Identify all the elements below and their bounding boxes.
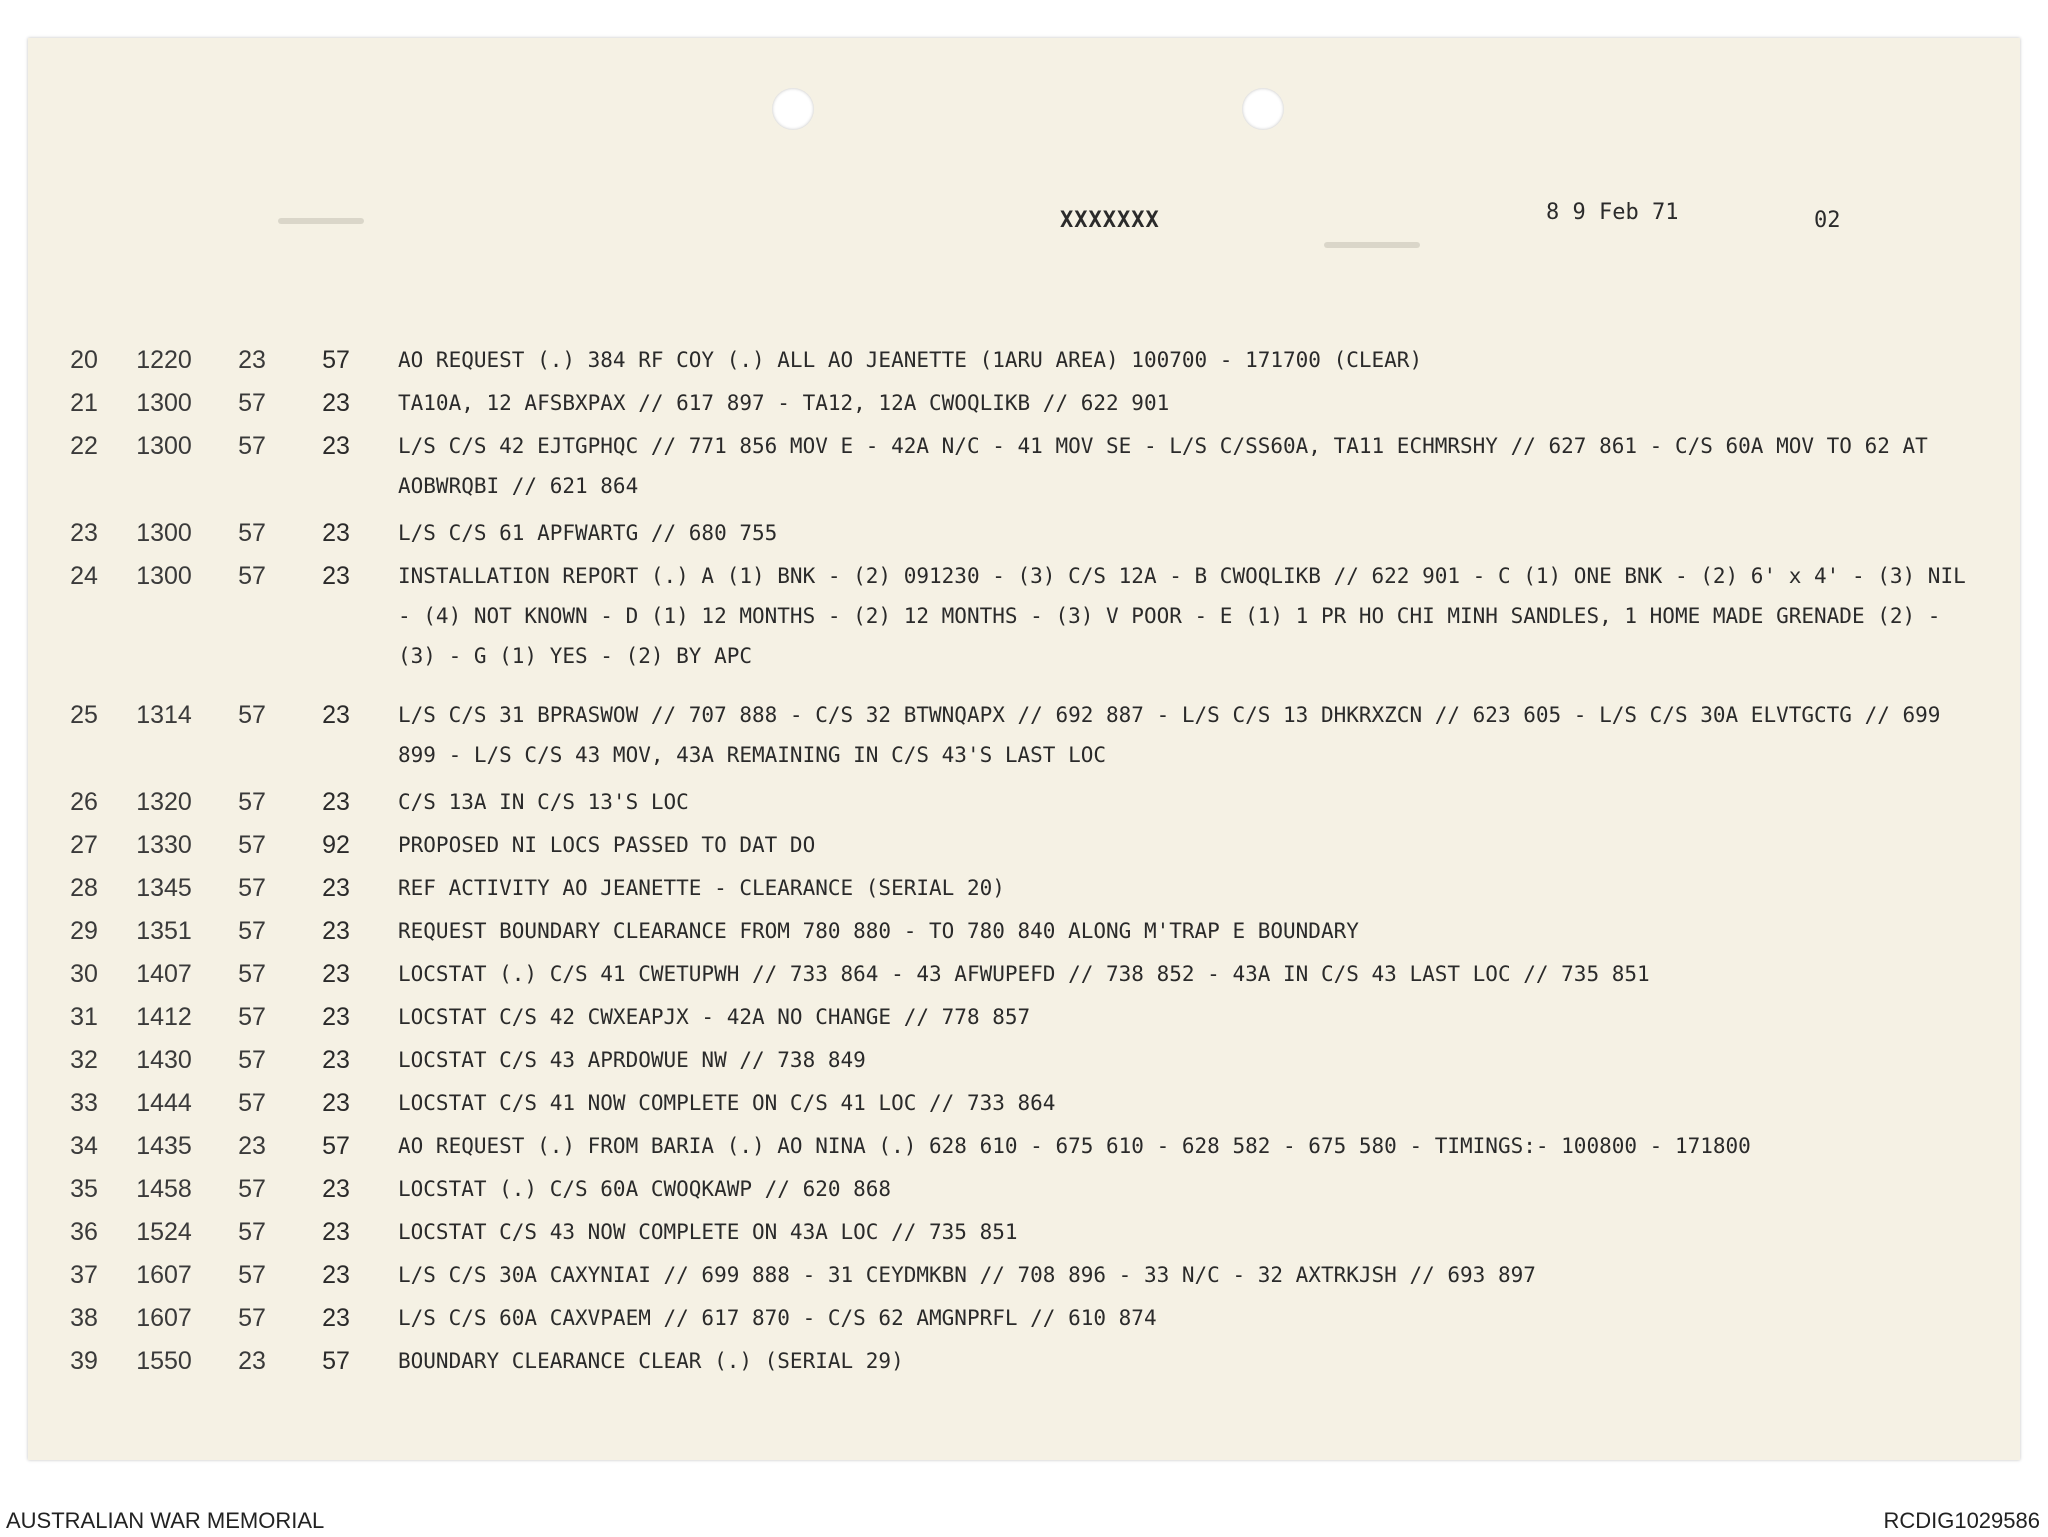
log-to-station: 23 — [322, 1003, 350, 1031]
log-to-station: 23 — [322, 519, 350, 547]
log-time: 1300 — [136, 389, 192, 417]
log-serial-number: 20 — [70, 346, 98, 374]
log-message: REF ACTIVITY AO JEANETTE - CLEARANCE (SERIAL 20) — [398, 876, 1005, 900]
log-time: 1314 — [136, 701, 192, 729]
log-message: PROPOSED NI LOCS PASSED TO DAT DO — [398, 833, 816, 857]
log-from-station: 57 — [238, 1304, 266, 1332]
log-time: 1524 — [136, 1218, 192, 1246]
log-to-station: 57 — [322, 346, 350, 374]
log-time: 1412 — [136, 1003, 192, 1031]
log-message: LOCSTAT (.) C/S 60A CWOQKAWP // 620 868 — [398, 1177, 892, 1201]
log-message: AO REQUEST (.) 384 RF COY (.) ALL AO JEANETTE (1ARU AREA) 100700 - 171700 (CLEAR) — [398, 348, 1423, 372]
log-from-station: 57 — [238, 831, 266, 859]
log-message: L/S C/S 60A CAXVPAEM // 617 870 - C/S 62 AMGNPRFL // 610 874 — [398, 1306, 1157, 1330]
page-number: 02 — [1814, 208, 1841, 233]
classification-marking: XXXXXXX — [1060, 208, 1160, 233]
log-serial-number: 22 — [70, 432, 98, 460]
punch-hole-left — [772, 88, 814, 130]
log-time: 1435 — [136, 1132, 192, 1160]
log-message: L/S C/S 42 EJTGPHQC // 771 856 MOV E - 42A N/C - 41 MOV SE - L/S C/SS60A, TA11 ECHMRSHY // 627 861 - C/S 60A MOV TO 62 AT AOBWRQBI // 621 864 — [398, 434, 1928, 498]
log-time: 1607 — [136, 1304, 192, 1332]
log-time: 1320 — [136, 788, 192, 816]
log-from-station: 57 — [238, 432, 266, 460]
log-to-station: 23 — [322, 960, 350, 988]
log-to-station: 23 — [322, 788, 350, 816]
log-from-station: 57 — [238, 874, 266, 902]
log-from-station: 57 — [238, 1261, 266, 1289]
log-time: 1300 — [136, 432, 192, 460]
log-to-station: 23 — [322, 1304, 350, 1332]
log-from-station: 57 — [238, 788, 266, 816]
log-serial-number: 34 — [70, 1132, 98, 1160]
log-from-station: 23 — [238, 1347, 266, 1375]
log-to-station: 23 — [322, 1261, 350, 1289]
log-to-station: 23 — [322, 1046, 350, 1074]
log-to-station: 23 — [322, 1175, 350, 1203]
log-to-station: 57 — [322, 1347, 350, 1375]
document-page — [28, 38, 2020, 1460]
log-message: AO REQUEST (.) FROM BARIA (.) AO NINA (.) 628 610 - 675 610 - 628 582 - 675 580 - TIMINGS:- 100800 - 171800 — [398, 1134, 1751, 1158]
log-serial-number: 35 — [70, 1175, 98, 1203]
log-to-station: 23 — [322, 1089, 350, 1117]
log-serial-number: 21 — [70, 389, 98, 417]
log-serial-number: 39 — [70, 1347, 98, 1375]
record-id: RCDIG1029586 — [1883, 1508, 2040, 1533]
log-message: LOCSTAT C/S 41 NOW COMPLETE ON C/S 41 LOC // 733 864 — [398, 1091, 1056, 1115]
log-to-station: 23 — [322, 562, 350, 590]
log-time: 1330 — [136, 831, 192, 859]
log-serial-number: 23 — [70, 519, 98, 547]
log-from-station: 57 — [238, 1218, 266, 1246]
log-time: 1550 — [136, 1347, 192, 1375]
log-from-station: 23 — [238, 346, 266, 374]
log-to-station: 92 — [322, 831, 350, 859]
log-time: 1607 — [136, 1261, 192, 1289]
log-to-station: 23 — [322, 917, 350, 945]
log-message: LOCSTAT (.) C/S 41 CWETUPWH // 733 864 - 43 AFWUPEFD // 738 852 - 43A IN C/S 43 LAST LOC // 735 851 — [398, 962, 1650, 986]
log-serial-number: 28 — [70, 874, 98, 902]
log-to-station: 57 — [322, 1132, 350, 1160]
log-to-station: 23 — [322, 432, 350, 460]
log-time: 1430 — [136, 1046, 192, 1074]
log-message: L/S C/S 30A CAXYNIAI // 699 888 - 31 CEYDMKBN // 708 896 - 33 N/C - 32 AXTRKJSH // 693 897 — [398, 1263, 1536, 1287]
log-serial-number: 31 — [70, 1003, 98, 1031]
log-message: REQUEST BOUNDARY CLEARANCE FROM 780 880 - TO 780 840 ALONG M'TRAP E BOUNDARY — [398, 919, 1359, 943]
log-from-station: 57 — [238, 917, 266, 945]
log-to-station: 23 — [322, 701, 350, 729]
punch-hole-right — [1242, 88, 1284, 130]
log-serial-number: 29 — [70, 917, 98, 945]
log-message: LOCSTAT C/S 43 APRDOWUE NW // 738 849 — [398, 1048, 866, 1072]
log-serial-number: 32 — [70, 1046, 98, 1074]
log-time: 1220 — [136, 346, 192, 374]
log-serial-number: 33 — [70, 1089, 98, 1117]
log-time: 1458 — [136, 1175, 192, 1203]
log-serial-number: 37 — [70, 1261, 98, 1289]
log-message: L/S C/S 31 BPRASWOW // 707 888 - C/S 32 BTWNQAPX // 692 887 - L/S C/S 13 DHKRXZCN // 623 605 - L/S C/S 30A ELVTGCTG // 699 899 - L/S C/S 43 MOV, 43A REMAINING IN C/S 43'S LAST LOC — [398, 703, 1941, 767]
log-serial-number: 36 — [70, 1218, 98, 1246]
log-message: LOCSTAT C/S 43 NOW COMPLETE ON 43A LOC // 735 851 — [398, 1220, 1018, 1244]
log-from-station: 57 — [238, 562, 266, 590]
log-serial-number: 27 — [70, 831, 98, 859]
log-message: LOCSTAT C/S 42 CWXEAPJX - 42A NO CHANGE // 778 857 — [398, 1005, 1031, 1029]
log-from-station: 57 — [238, 960, 266, 988]
log-serial-number: 30 — [70, 960, 98, 988]
log-message: TA10A, 12 AFSBXPAX // 617 897 - TA12, 12A CWOQLIKB // 622 901 — [398, 391, 1170, 415]
log-message: INSTALLATION REPORT (.) A (1) BNK - (2) 091230 - (3) C/S 12A - B CWOQLIKB // 622 901 - C (1) ONE BNK - (2) 6' x 4' - (3) NIL - (4) NOT KNOWN - D (1) 12 MONTHS - (2) 12 MONTHS - (3) V POOR - E (1) 1 PR HO CHI MINH SANDLES, 1 HOME MADE GRENADE (2) - (3) - G (1) YES - (2) BY APC — [398, 564, 1966, 668]
document-date: 8 9 Feb 71 — [1546, 200, 1679, 225]
log-message: BOUNDARY CLEARANCE CLEAR (.) (SERIAL 29) — [398, 1349, 904, 1373]
log-from-station: 57 — [238, 519, 266, 547]
institution-credit: AUSTRALIAN WAR MEMORIAL — [6, 1508, 325, 1533]
log-to-station: 23 — [322, 1218, 350, 1246]
log-serial-number: 24 — [70, 562, 98, 590]
ink-smudge — [1324, 242, 1420, 248]
log-time: 1345 — [136, 874, 192, 902]
log-to-station: 23 — [322, 389, 350, 417]
log-serial-number: 26 — [70, 788, 98, 816]
log-time: 1351 — [136, 917, 192, 945]
log-time: 1407 — [136, 960, 192, 988]
log-serial-number: 38 — [70, 1304, 98, 1332]
log-to-station: 23 — [322, 874, 350, 902]
ink-smudge — [278, 218, 364, 224]
log-time: 1444 — [136, 1089, 192, 1117]
log-serial-number: 25 — [70, 701, 98, 729]
log-from-station: 57 — [238, 1175, 266, 1203]
log-from-station: 57 — [238, 1046, 266, 1074]
log-from-station: 57 — [238, 1003, 266, 1031]
log-from-station: 23 — [238, 1132, 266, 1160]
log-from-station: 57 — [238, 389, 266, 417]
log-message: L/S C/S 61 APFWARTG // 680 755 — [398, 521, 778, 545]
log-from-station: 57 — [238, 1089, 266, 1117]
log-time: 1300 — [136, 519, 192, 547]
log-from-station: 57 — [238, 701, 266, 729]
log-time: 1300 — [136, 562, 192, 590]
log-message: C/S 13A IN C/S 13'S LOC — [398, 790, 689, 814]
